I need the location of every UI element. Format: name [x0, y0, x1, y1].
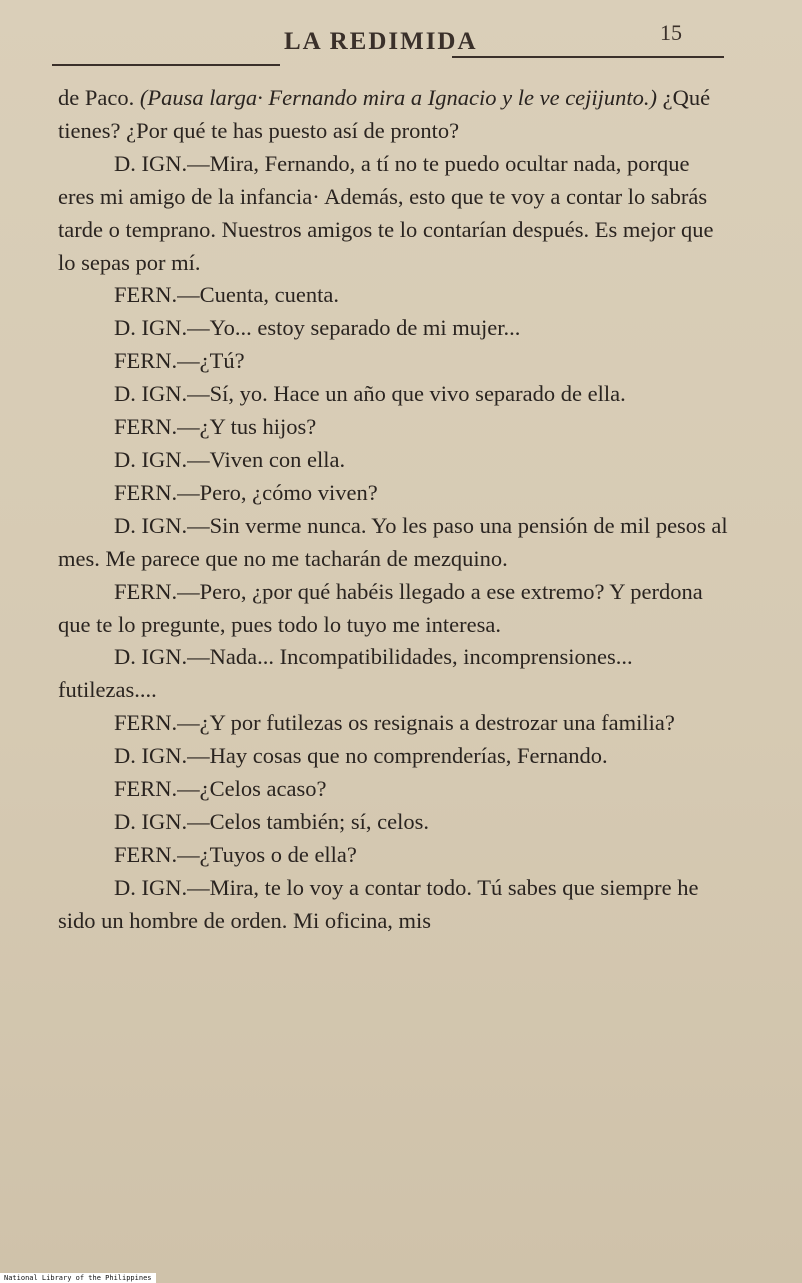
dialogue-line: FERN.—¿Y tus hijos?: [114, 414, 317, 440]
header-rule-right: [452, 56, 724, 58]
stage-direction: (Pausa larga· Fernando mira a Ignacio y le ve cejijunto.): [139, 85, 658, 110]
dialogue-line: D. IGN.—Nada... Incompatibilidades, incomprensiones... futilezas....: [58, 644, 633, 703]
dialogue-line: FERN.—¿Tuyos o de ella?: [114, 841, 357, 867]
paragraph-1-rest: ¿Qué tienes? ¿Por qué te has puesto así de pronto?: [58, 85, 711, 143]
dialogue-line: D. IGN.—Hay cosas que no comprenderías, Fernando.: [114, 743, 608, 769]
dialogue-line: FERN.—Pero, ¿cómo viven?: [114, 479, 378, 505]
page-text: [58, 82, 730, 938]
dialogue-line: D. IGN.—Viven con ella.: [114, 446, 346, 472]
dialogue-line: FERN.—¿Tú?: [114, 348, 245, 374]
library-credit: National Library of the Philippines: [0, 1273, 156, 1283]
paragraph-1: [58, 82, 730, 148]
paragraph-1-start: de Paco.: [58, 85, 140, 110]
dialogue-line: FERN.—¿Celos acaso?: [114, 776, 327, 802]
dialogue-line: FERN.—Cuenta, cuenta.: [114, 282, 339, 308]
dialogue-line: D. IGN.—Sí, yo. Hace un año que vivo separado de ella.: [114, 381, 626, 407]
page-number: 15: [660, 20, 682, 45]
dialogue-line: D. IGN.—Celos también; sí, celos.: [114, 808, 429, 834]
dialogue-line: FERN.—Pero, ¿por qué habéis llegado a ese extremo? Y perdona que te lo pregunte, pues todo lo tuyo me interesa.: [58, 578, 703, 637]
running-title: LA REDIMIDA: [284, 28, 478, 55]
header-rule-left: [52, 64, 280, 66]
dialogue-line: D. IGN.—Yo... estoy separado de mi mujer...: [114, 315, 521, 341]
dialogue-line: FERN.—¿Y por futilezas os resignais a destrozar una familia?: [114, 710, 675, 736]
dialogue-line: D. IGN.—Mira, Fernando, a tí no te puedo ocultar nada, porque eres mi amigo de la infancia· Además, esto que te voy a contar lo sabrás tarde o temprano. Nuestros amigos te lo contarían después. Es mejor que lo sepas por mí.: [58, 150, 714, 275]
dialogue-line: D. IGN.—Mira, te lo voy a contar todo. Tú sabes que siempre he sido un hombre de orden. Mi oficina, mis: [58, 874, 699, 933]
dialogue-line: D. IGN.—Sin verme nunca. Yo les paso una pensión de mil pesos al mes. Me parece que no me tacharán de mezquino.: [58, 512, 728, 571]
page-header: [52, 14, 724, 66]
